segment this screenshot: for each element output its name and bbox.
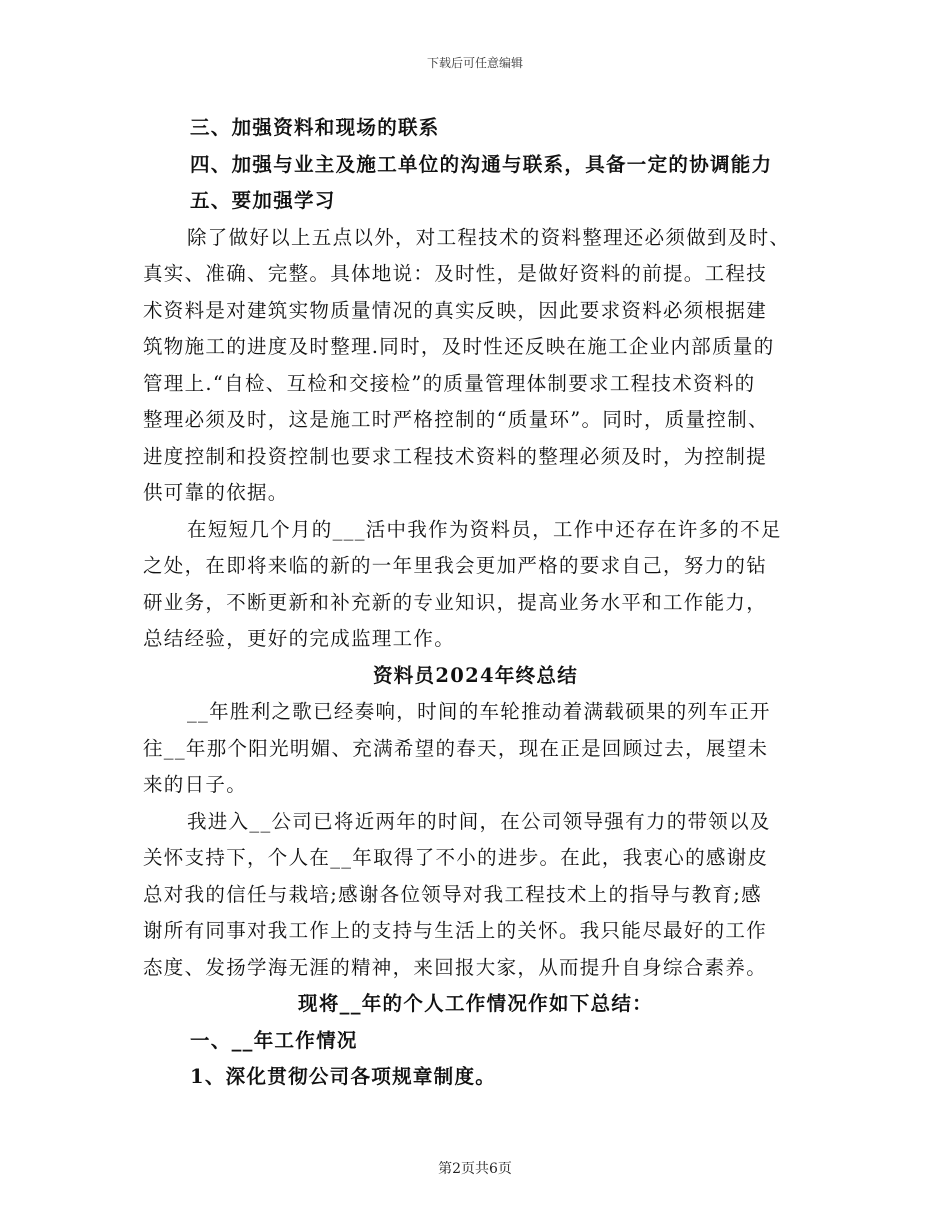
para2-line: 研业务，不断更新和补充新的专业知识，提高业务水平和工作能力，: [143, 590, 768, 614]
para1-line: 术资料是对建筑实物质量情况的真实反映，因此要求资料必须根据建: [143, 298, 768, 322]
page-number: 第2页共6页: [438, 1161, 512, 1177]
para4-line: 关怀支持下，个人在__年取得了不小的进步。在此，我衷心的感谢皮: [143, 846, 769, 869]
para3-line: 往__年那个阳光明媚、充满希望的春天，现在正是回顾过去，展望未: [143, 736, 769, 760]
para1-line: 管理上.“自检、互检和交接检”的质量管理体制要求工程技术资料的: [143, 371, 756, 395]
heading-1-1: 1、深化贯彻公司各项规章制度。: [190, 1065, 497, 1088]
heading-1: 一、__年工作情况: [190, 1028, 358, 1052]
para1-line: 供可靠的依据。: [143, 481, 289, 504]
para3-line: 来的日子。: [143, 773, 248, 796]
para1-line: 除了做好以上五点以外，对工程技术的资料整理还必须做到及时、: [187, 225, 791, 249]
para4-line: 我进入__公司已将近两年的时间，在公司领导强有力的带领以及: [187, 809, 771, 833]
para4-line: 态度、发扬学海无涯的精神，来回报大家，从而提升自身综合素养。: [143, 955, 768, 979]
para2-line: 之处，在即将来临的新的一年里我会更加严格的要求自己，努力的钻: [143, 554, 768, 577]
para2-line: 在短短几个月的___活中我作为资料员，工作中还存在许多的不足: [187, 517, 782, 541]
para1-line: 整理必须及时，这是施工时严格控制的“质量环”。同时，质量控制、: [143, 408, 769, 431]
document-body: [143, 110, 808, 1096]
para3-line: __年胜利之歌已经奏响，时间的车轮推动着满载硕果的列车正开: [187, 700, 771, 723]
page-header-note: 下载后可任意编辑: [426, 56, 523, 70]
para4-line: 总对我的信任与栽培;感谢各位领导对我工程技术上的指导与教育;感: [143, 882, 762, 906]
para2-line: 总结经验，更好的完成监理工作。: [143, 627, 456, 650]
summary-intro: 现将__年的个人工作情况作如下总结：: [298, 992, 653, 1015]
heading-4: 四、加强与业主及施工单位的沟通与联系，具备一定的协调能力: [190, 152, 773, 176]
section-title: 资料员2024年终总结: [372, 663, 579, 687]
heading-5: 五、要加强学习: [190, 189, 336, 212]
para1-line: 真实、准确、完整。具体地说：及时性，是做好资料的前提。工程技: [143, 262, 768, 285]
heading-3: 三、加强资料和现场的联系: [190, 116, 440, 139]
para1-line: 筑物施工的进度及时整理.同时，及时性还反映在施工企业内部质量的: [143, 335, 775, 358]
para4-line: 谢所有同事对我工作上的支持与生活上的关怀。我只能尽最好的工作: [143, 919, 768, 942]
para1-line: 进度控制和投资控制也要求工程技术资料的整理必须及时，为控制提: [143, 444, 768, 468]
